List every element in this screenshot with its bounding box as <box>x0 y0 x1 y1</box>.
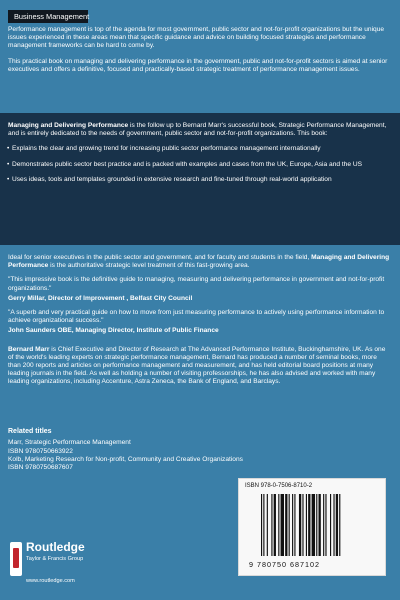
related-line-3: Kolb, Marketing Research for Non-profit, Community and Creative Organizations <box>8 456 243 464</box>
barcode-icon <box>259 494 379 556</box>
intro-text <box>8 26 390 112</box>
feature-item-1: • Explains the clear and growing trend for increasing public sector performance management internationally <box>8 145 390 153</box>
feature-item-3: • Uses ideas, tools and templates grounded in extensive research and fine-tuned through real-world application <box>8 176 390 184</box>
related-line-4: ISBN 9780750687607 <box>8 464 73 472</box>
routledge-mark-icon <box>10 542 22 576</box>
quote-1-text: "This impressive book is the definitive guide to managing, measuring and delivering performance in government and not-for-profit organizations." <box>8 276 385 292</box>
summary-text <box>8 122 390 191</box>
quote-2-attribution: John Saunders OBE, Managing Director, Institute of Public Finance <box>8 327 219 335</box>
book-title: Managing and Delivering Performance <box>8 122 129 129</box>
feature-item-2: • Demonstrates public sector best practice and is packed with examples and cases from the UK, Europe, Asia and the US <box>8 161 390 169</box>
ideal-after: is the authoritative strategic level treatment of this fast-growing area. <box>48 262 250 270</box>
barcode-digits: 9 780750 687102 <box>249 560 320 569</box>
ideal-title: Managing and Delivering Performance <box>8 254 390 270</box>
isbn-label: ISBN 978-0-7506-8710-2 <box>245 483 313 489</box>
related-line-1: Marr, Strategic Performance Management <box>8 439 131 447</box>
quote-2-text: "A superb and very practical guide on how to move from just measuring performance to actively using performance information to achieve organizational success." <box>8 309 385 325</box>
quote-1-attribution: Gerry Millar, Director of Improvement , Belfast City Council <box>8 294 193 302</box>
publisher-logo <box>10 540 130 590</box>
ideal-before: Ideal for senior executives in the public sector and government, and for faculty and students in the field, <box>8 254 312 261</box>
author-name: Bernard Marr <box>8 345 50 353</box>
ideal-paragraph <box>8 254 390 270</box>
related-heading: Related titles <box>8 428 52 435</box>
author-paragraph <box>8 346 390 387</box>
summary-body: is the follow up to Bernard Marr's successful book, Strategic Performance Management, and is entirely dedicated to the needs of government, public sector and not-for-profit organizations. This book: <box>8 122 387 138</box>
lower-text <box>8 254 390 393</box>
summary-paragraph <box>8 122 390 138</box>
barcode-panel <box>238 478 386 576</box>
publisher-name: Routledge <box>26 540 85 554</box>
publisher-group: Taylor & Francis Group <box>26 556 84 562</box>
summary-band <box>0 113 400 245</box>
related-titles <box>8 428 390 473</box>
intro-paragraph-2: This practical book on managing and delivering performance in the government, public and not-for-profit sectors is aimed at senior executives and offers a definitive, focused and practically-based strategic treatment of performance management issues. <box>8 57 388 73</box>
author-bio: is Chief Executive and Director of Research at The Advanced Performance Institute, Buckinghamshire, UK. As one of the world's leading experts on strategic performance management, Bernard has produced a number of seminal books, more than 200 reports and articles on performance management and measurement, and has held editorial board positions at many leading journals in the field. As well as holding a number of visiting professorships, he has also advised and worked with many leading organizations, including Accenture, Astra Zeneca, the Bank of England, and Barclays. <box>8 345 386 386</box>
intro-paragraph-1: Performance management is top of the agenda for most government, public sector and not-for-profit organizations but the unique issues experienced in these areas mean that specific guidance and advice on building focused strategies and performance management frameworks can be hard to come by. <box>8 26 385 50</box>
feature-list <box>8 145 390 184</box>
category-tab: Business Management <box>8 10 88 23</box>
related-line-2: ISBN 9780750663922 <box>8 447 73 455</box>
publisher-url: www.routledge.com <box>26 578 75 584</box>
